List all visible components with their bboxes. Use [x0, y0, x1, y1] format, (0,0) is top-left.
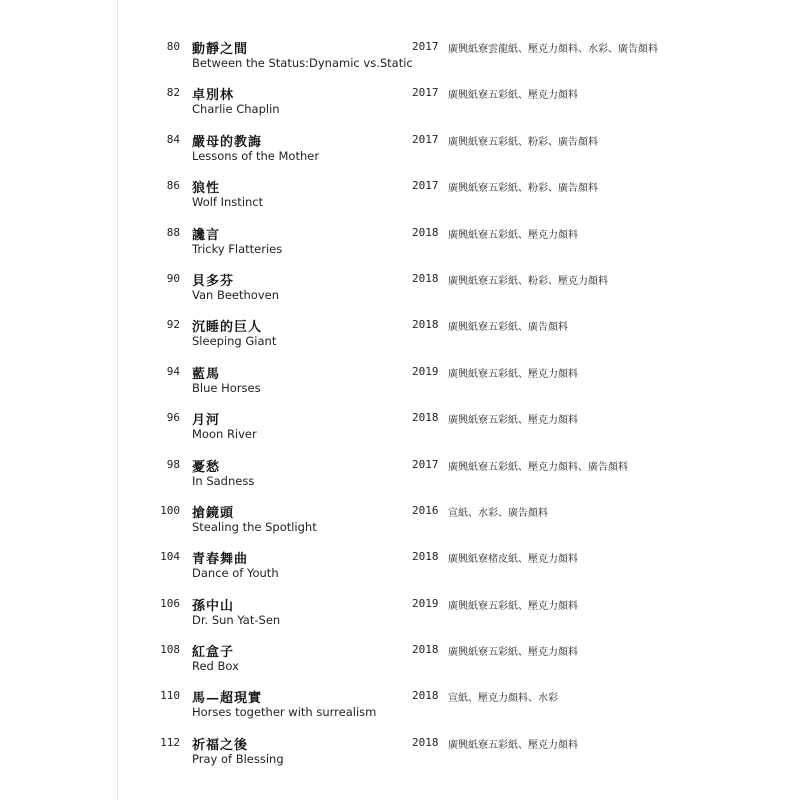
artwork-medium: 廣興紙寮五彩紙、壓克力顏料 — [448, 600, 578, 612]
index-entry — [0, 268, 800, 314]
title-chinese: 狼性 — [192, 181, 221, 197]
artwork-medium: 廣興紙寮楮皮紙、壓克力顏料 — [448, 554, 578, 566]
artwork-medium: 宣紙、水彩、廣告顏料 — [448, 507, 548, 519]
title-chinese: 藍馬 — [192, 366, 221, 382]
index-entry — [0, 685, 800, 731]
title-english: Red Box — [192, 659, 239, 674]
artwork-medium: 廣興紙寮五彩紙、粉彩、廣告顏料 — [448, 136, 598, 148]
artwork-year: 2018 — [412, 411, 439, 425]
index-entry — [0, 361, 800, 407]
title-english: Charlie Chaplin — [192, 102, 280, 117]
page-number: 84 — [166, 132, 180, 146]
page-number: 98 — [166, 457, 180, 471]
artwork-year: 2018 — [412, 689, 439, 703]
title-english: Tricky Flatteries — [192, 241, 283, 256]
artwork-year: 2018 — [412, 318, 439, 332]
artwork-medium: 廣興紙寮雲龍紙、壓克力顏料、水彩、廣告顏料 — [448, 44, 658, 55]
title-english: Lessons of the Mother — [192, 148, 320, 163]
artwork-year: 2017 — [412, 132, 439, 146]
artwork-medium: 廣興紙寮五彩紙、壓克力顏料 — [448, 647, 578, 659]
page-number: 82 — [166, 86, 180, 100]
artwork-year: 2017 — [412, 40, 439, 53]
title-chinese: 孫中山 — [192, 598, 235, 614]
index-entry — [0, 639, 800, 685]
page-number: 104 — [160, 550, 180, 564]
title-english: In Sadness — [192, 473, 255, 488]
artwork-medium: 廣興紙寮五彩紙、壓克力顏料 — [448, 415, 578, 427]
artwork-medium: 廣興紙寮五彩紙、粉彩、壓克力顏料 — [448, 275, 608, 287]
page-number: 92 — [166, 318, 180, 332]
artwork-medium: 廣興紙寮五彩紙、廣告顏料 — [448, 322, 568, 334]
artwork-year: 2018 — [412, 643, 439, 657]
index-entry — [0, 36, 800, 82]
artwork-medium: 廣興紙寮五彩紙、壓克力顏料 — [448, 229, 578, 241]
title-chinese: 貝多芬 — [192, 273, 235, 289]
index-entry — [0, 407, 800, 453]
page-number: 96 — [166, 411, 180, 425]
title-english: Stealing the Spotlight — [192, 519, 317, 534]
title-chinese: 憂愁 — [192, 459, 221, 475]
artwork-index-list — [0, 36, 800, 778]
title-chinese: 動靜之間 — [192, 42, 249, 57]
title-chinese: 馬—超現實 — [192, 691, 263, 707]
title-english: Van Beethoven — [192, 287, 280, 302]
index-entry — [0, 314, 800, 360]
index-entry — [0, 175, 800, 221]
index-entry — [0, 593, 800, 639]
artwork-year: 2019 — [412, 364, 439, 378]
page-number: 90 — [166, 271, 180, 285]
artwork-medium: 廣興紙寮五彩紙、壓克力顏料 — [448, 368, 578, 380]
title-english: Between the Status:Dynamic vs.Static — [192, 56, 413, 70]
artwork-year: 2018 — [412, 550, 439, 564]
title-chinese: 紅盒子 — [192, 645, 235, 661]
title-english: Blue Horses — [192, 380, 261, 395]
page-number: 100 — [160, 503, 180, 517]
title-english: Moon River — [192, 427, 257, 442]
title-english: Horses together with surrealism — [192, 705, 377, 720]
artwork-medium: 廣興紙寮五彩紙、壓克力顏料 — [448, 739, 578, 751]
title-chinese: 祈福之後 — [192, 737, 249, 753]
title-english: Pray of Blessing — [192, 751, 284, 766]
index-entry — [0, 129, 800, 175]
index-entry — [0, 454, 800, 500]
page-number: 106 — [160, 596, 180, 610]
index-entry — [0, 500, 800, 546]
page-number: 112 — [160, 735, 180, 749]
artwork-year: 2016 — [412, 503, 439, 517]
page-number: 86 — [166, 179, 180, 193]
page-number: 94 — [166, 364, 180, 378]
page-number: 80 — [166, 40, 180, 53]
title-english: Wolf Instinct — [192, 195, 264, 210]
artwork-medium: 廣興紙寮五彩紙、壓克力顏料 — [448, 90, 578, 102]
artwork-year: 2018 — [412, 225, 439, 239]
title-english: Sleeping Giant — [192, 334, 277, 349]
artwork-medium: 廣興紙寮五彩紙、壓克力顏料、廣告顏料 — [448, 461, 628, 473]
page-number: 108 — [160, 643, 180, 657]
index-entry — [0, 732, 800, 778]
title-chinese: 卓別林 — [192, 88, 235, 104]
page-number: 110 — [160, 689, 180, 703]
artwork-medium: 宣紙、壓克力顏料、水彩 — [448, 693, 558, 705]
index-entry — [0, 222, 800, 268]
artwork-year: 2017 — [412, 457, 439, 471]
index-entry — [0, 546, 800, 592]
artwork-year: 2019 — [412, 596, 439, 610]
title-chinese: 搶鏡頭 — [192, 505, 235, 521]
title-chinese: 嚴母的教誨 — [192, 134, 263, 150]
title-chinese: 讒言 — [192, 227, 221, 243]
title-english: Dance of Youth — [192, 566, 279, 581]
title-english: Dr. Sun Yat-Sen — [192, 612, 281, 627]
artwork-year: 2018 — [412, 271, 439, 285]
artwork-year: 2018 — [412, 735, 439, 749]
page-number: 88 — [166, 225, 180, 239]
artwork-year: 2017 — [412, 179, 439, 193]
title-chinese: 月河 — [192, 413, 221, 429]
artwork-year: 2017 — [412, 86, 439, 100]
artwork-medium: 廣興紙寮五彩紙、粉彩、廣告顏料 — [448, 183, 598, 195]
index-entry — [0, 82, 800, 128]
title-chinese: 沉睡的巨人 — [192, 320, 263, 336]
title-chinese: 青春舞曲 — [192, 552, 249, 568]
